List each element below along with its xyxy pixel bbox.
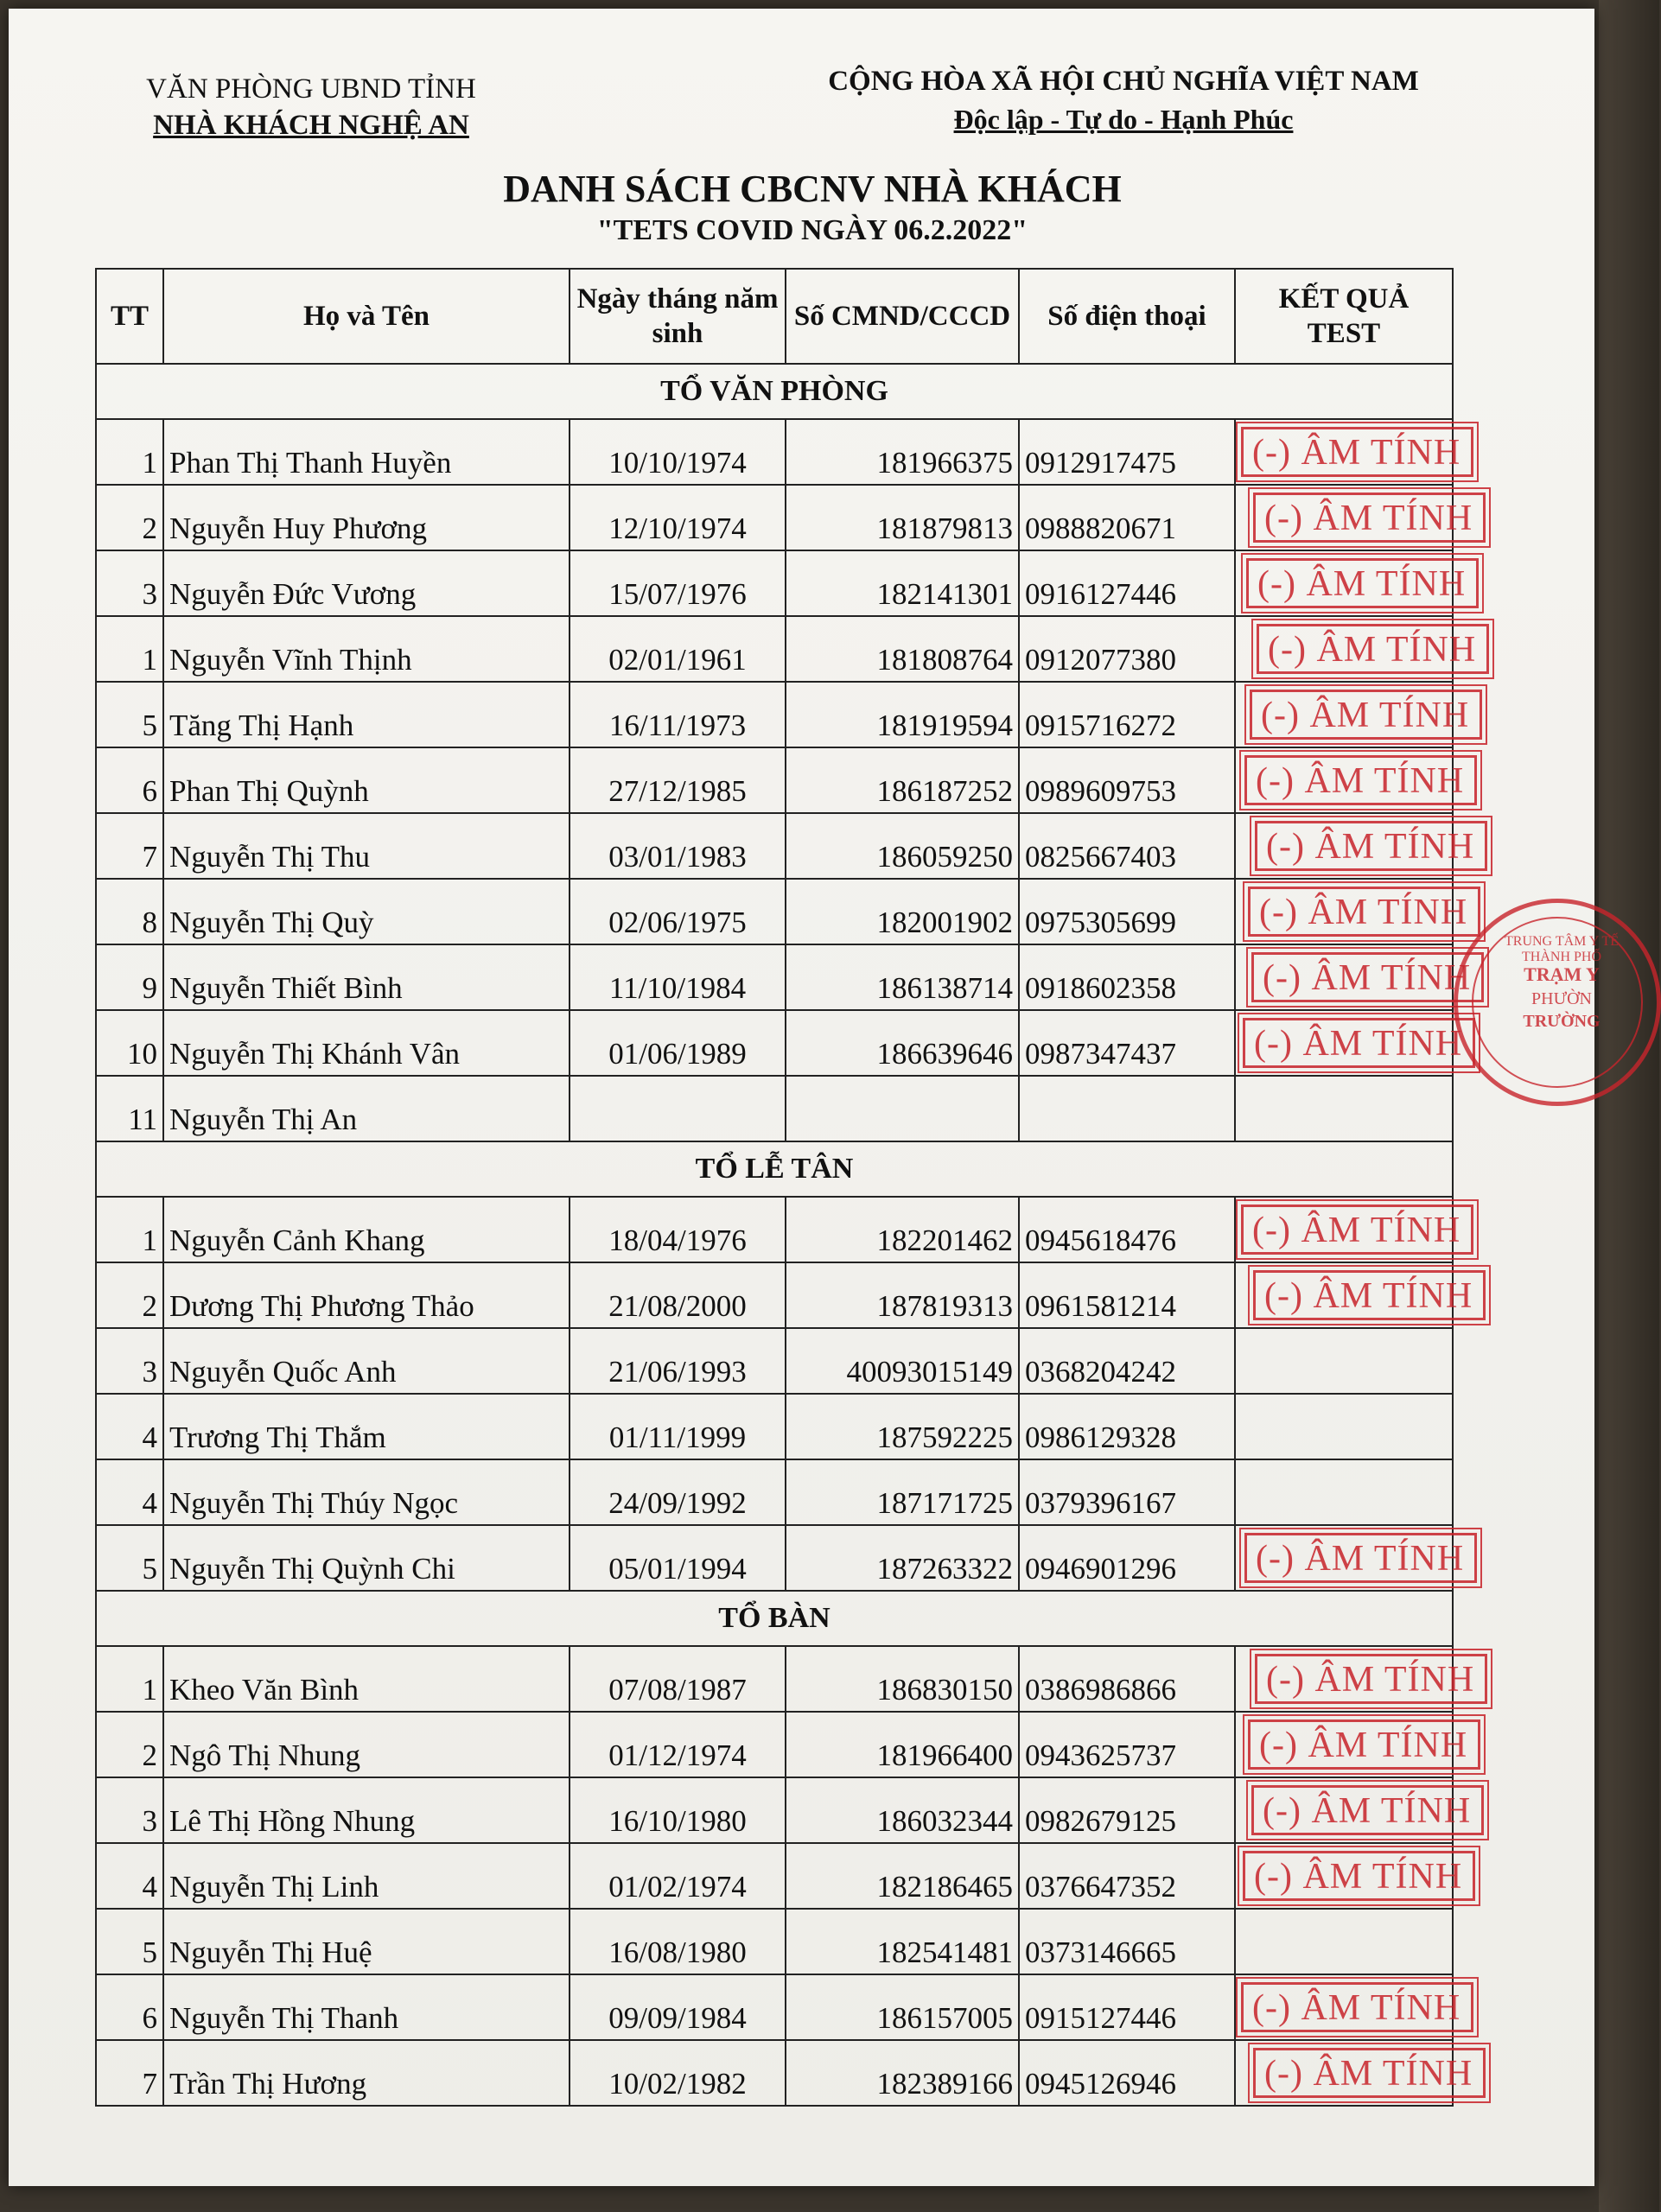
birth-date: 01/12/1974: [570, 1712, 786, 1777]
stamp-area: [1241, 1713, 1468, 1773]
stamp-area: [1241, 420, 1461, 480]
id-number: 182186465: [786, 1843, 1019, 1909]
phone-number: 0986129328: [1019, 1394, 1235, 1459]
col-header-phone: Số điện thoại: [1019, 269, 1235, 364]
section-row: [96, 1591, 1453, 1646]
full-name: Nguyễn Thị Quỳ: [163, 879, 570, 944]
phone-number: 0943625737: [1019, 1712, 1235, 1777]
table-row: [96, 1843, 1453, 1909]
birth-date: 01/11/1999: [570, 1394, 786, 1459]
negative-result-stamp: (-) ÂM TÍNH: [1244, 1533, 1477, 1583]
negative-result-stamp: (-) ÂM TÍNH: [1241, 1205, 1473, 1255]
birth-date: 03/01/1983: [570, 813, 786, 879]
table-row: [96, 1328, 1453, 1394]
full-name: Nguyễn Thị Linh: [163, 1843, 570, 1909]
full-name: Nguyễn Huy Phương: [163, 485, 570, 550]
test-result-cell: [1235, 1328, 1453, 1394]
row-number: 4: [96, 1394, 163, 1459]
birth-date: 02/06/1975: [570, 879, 786, 944]
full-name: Lê Thị Hồng Nhung: [163, 1777, 570, 1843]
id-number: 181966400: [786, 1712, 1019, 1777]
id-number: 182201462: [786, 1197, 1019, 1262]
full-name: Nguyễn Vĩnh Thịnh: [163, 616, 570, 682]
table-row: [96, 2040, 1453, 2106]
row-number: 7: [96, 2040, 163, 2106]
birth-date: 10/02/1982: [570, 2040, 786, 2106]
row-number: 1: [96, 616, 163, 682]
id-number: 186157005: [786, 1974, 1019, 2040]
row-number: 10: [96, 1010, 163, 1076]
test-result-cell: [1235, 1777, 1472, 1843]
birth-date: 01/06/1989: [570, 1010, 786, 1076]
seal-text-1: TRẠM Y: [1524, 963, 1600, 985]
stamp-area: [1241, 1526, 1465, 1586]
test-result-cell: [1235, 1843, 1463, 1909]
table-row: [96, 1394, 1453, 1459]
full-name: Tăng Thị Hạnh: [163, 682, 570, 747]
test-result-cell: [1235, 1525, 1465, 1591]
stamp-area: [1241, 1011, 1463, 1071]
test-result-cell: [1235, 1010, 1463, 1076]
id-number: 182141301: [786, 550, 1019, 616]
row-number: 8: [96, 879, 163, 944]
negative-result-stamp: (-) ÂM TÍNH: [1250, 690, 1482, 740]
test-result-cell: [1235, 485, 1473, 550]
row-number: 5: [96, 1909, 163, 1974]
phone-number: 0368204242: [1019, 1328, 1235, 1394]
full-name: Trương Thị Thắm: [163, 1394, 570, 1459]
test-result-cell: [1235, 1197, 1461, 1262]
stamp-area: [1241, 748, 1465, 809]
stamp-area: [1241, 617, 1477, 677]
row-number: 5: [96, 1525, 163, 1591]
stamp-area: [1241, 1975, 1461, 2036]
row-number: 11: [96, 1076, 163, 1141]
row-number: 5: [96, 682, 163, 747]
id-number: 181879813: [786, 485, 1019, 550]
row-number: 2: [96, 485, 163, 550]
row-number: 3: [96, 1328, 163, 1394]
birth-date: [570, 1076, 786, 1141]
table-row: [96, 1712, 1453, 1777]
row-number: 4: [96, 1843, 163, 1909]
id-number: 186187252: [786, 747, 1019, 813]
negative-result-stamp: (-) ÂM TÍNH: [1248, 887, 1480, 937]
row-number: 6: [96, 747, 163, 813]
negative-result-stamp: (-) ÂM TÍNH: [1244, 755, 1477, 805]
row-number: 7: [96, 813, 163, 879]
full-name: Dương Thị Phương Thảo: [163, 1262, 570, 1328]
birth-date: 16/10/1980: [570, 1777, 786, 1843]
stamp-area: [1241, 551, 1467, 612]
row-number: 4: [96, 1459, 163, 1525]
seal-arc-text: TRUNG TÂM Y TẾ THÀNH PHỐ: [1505, 934, 1619, 964]
phone-number: 0989609753: [1019, 747, 1235, 813]
table-row: [96, 1646, 1453, 1712]
full-name: Phan Thị Thanh Huyền: [163, 419, 570, 485]
stamp-area: [1241, 1263, 1473, 1324]
id-number: 181808764: [786, 616, 1019, 682]
test-result-cell: [1235, 879, 1468, 944]
birth-date: 09/09/1984: [570, 1974, 786, 2040]
table-row: [96, 1974, 1453, 2040]
test-result-cell: [1235, 1394, 1453, 1459]
row-number: 9: [96, 944, 163, 1010]
table-row: [96, 1459, 1453, 1525]
stamp-area: [1241, 945, 1472, 1006]
table-body: [96, 364, 1477, 2106]
full-name: Nguyễn Thị Huệ: [163, 1909, 570, 1974]
full-name: Nguyễn Thị Thúy Ngọc: [163, 1459, 570, 1525]
issuer-line-2: NHÀ KHÁCH NGHỆ AN: [153, 110, 469, 141]
col-header-result: KẾT QUẢ TEST: [1235, 269, 1453, 364]
phone-number: 0386986866: [1019, 1646, 1235, 1712]
test-result-cell: [1235, 1459, 1453, 1525]
test-result-cell: [1235, 1909, 1453, 1974]
stamp-area: [1241, 814, 1475, 874]
row-number: 1: [96, 1646, 163, 1712]
negative-result-stamp: (-) ÂM TÍNH: [1257, 624, 1489, 674]
table-row: [96, 1777, 1453, 1843]
stamp-area: [1241, 486, 1473, 546]
test-result-cell: [1235, 944, 1472, 1010]
id-number: 187819313: [786, 1262, 1019, 1328]
negative-result-stamp: (-) ÂM TÍNH: [1241, 427, 1473, 477]
phone-number: [1019, 1076, 1235, 1141]
row-number: 3: [96, 550, 163, 616]
row-number: 2: [96, 1712, 163, 1777]
full-name: Nguyễn Thị An: [163, 1076, 570, 1141]
section-title: TỔ VĂN PHÒNG: [96, 364, 1453, 419]
phone-number: 0915127446: [1019, 1974, 1235, 2040]
phone-number: 0916127446: [1019, 550, 1235, 616]
section-title: TỔ BÀN: [96, 1591, 1453, 1646]
stamp-area: [1241, 1844, 1463, 1904]
birth-date: 12/10/1974: [570, 485, 786, 550]
negative-result-stamp: (-) ÂM TÍNH: [1253, 493, 1486, 543]
birth-date: 16/11/1973: [570, 682, 786, 747]
table-row: [96, 682, 1453, 747]
negative-result-stamp: (-) ÂM TÍNH: [1246, 558, 1479, 608]
table-row: [96, 616, 1453, 682]
negative-result-stamp: (-) ÂM TÍNH: [1253, 2048, 1486, 2098]
seal-text-2: PHƯỜN: [1531, 989, 1592, 1008]
table-header-row: [96, 269, 1453, 364]
section-title: TỔ LỄ TÂN: [96, 1141, 1453, 1197]
test-result-cell: [1235, 2040, 1473, 2106]
full-name: Nguyễn Thiết Bình: [163, 944, 570, 1010]
table-row: [96, 550, 1453, 616]
id-number: 186830150: [786, 1646, 1019, 1712]
birth-date: 07/08/1987: [570, 1646, 786, 1712]
row-number: 2: [96, 1262, 163, 1328]
seal-text-3: TRƯỜNG: [1523, 1012, 1601, 1031]
id-number: 182001902: [786, 879, 1019, 944]
motto-line-1: CỘNG HÒA XÃ HỘI CHỦ NGHĨA VIỆT NAM: [828, 66, 1419, 97]
title-line-1: DANH SÁCH CBCNV NHÀ KHÁCH: [503, 168, 1122, 210]
full-name: Nguyễn Quốc Anh: [163, 1328, 570, 1394]
birth-date: 24/09/1992: [570, 1459, 786, 1525]
section-row: [96, 364, 1453, 419]
birth-date: 10/10/1974: [570, 419, 786, 485]
full-name: Nguyễn Thị Thu: [163, 813, 570, 879]
test-result-cell: [1235, 550, 1467, 616]
full-name: Trần Thị Hương: [163, 2040, 570, 2106]
negative-result-stamp: (-) ÂM TÍNH: [1243, 1851, 1475, 1901]
id-number: [786, 1076, 1019, 1141]
full-name: Nguyễn Đức Vương: [163, 550, 570, 616]
test-result-cell: [1235, 1076, 1453, 1141]
full-name: Ngô Thị Nhung: [163, 1712, 570, 1777]
col-header-id: Số CMND/CCCD: [786, 269, 1019, 364]
table-row: [96, 1010, 1453, 1076]
negative-result-stamp: (-) ÂM TÍNH: [1241, 1982, 1473, 2032]
id-number: 187171725: [786, 1459, 1019, 1525]
stamp-area: [1241, 1460, 1447, 1521]
table-row: [96, 944, 1453, 1010]
birth-date: 16/08/1980: [570, 1909, 786, 1974]
table-row: [96, 1197, 1453, 1262]
full-name: Nguyễn Thị Quỳnh Chi: [163, 1525, 570, 1591]
phone-number: 0915716272: [1019, 682, 1235, 747]
full-name: Nguyễn Cảnh Khang: [163, 1197, 570, 1262]
phone-number: 0912077380: [1019, 616, 1235, 682]
document-title: [354, 166, 1270, 249]
birth-date: 21/08/2000: [570, 1262, 786, 1328]
phone-number: 0945126946: [1019, 2040, 1235, 2106]
id-number: 186032344: [786, 1777, 1019, 1843]
negative-result-stamp: (-) ÂM TÍNH: [1253, 1270, 1486, 1320]
test-result-cell: [1235, 419, 1461, 485]
desk-background: [1599, 0, 1659, 2212]
negative-result-stamp: (-) ÂM TÍNH: [1251, 1785, 1484, 1835]
birth-date: 21/06/1993: [570, 1328, 786, 1394]
negative-result-stamp: (-) ÂM TÍNH: [1255, 821, 1487, 871]
phone-number: 0945618476: [1019, 1197, 1235, 1262]
id-number: 40093015149: [786, 1328, 1019, 1394]
id-number: 186059250: [786, 813, 1019, 879]
col-header-tt: TT: [96, 269, 163, 364]
full-name: Nguyễn Thị Khánh Vân: [163, 1010, 570, 1076]
test-result-cell: [1235, 616, 1477, 682]
stamp-area: [1241, 1778, 1472, 1839]
id-number: 182541481: [786, 1909, 1019, 1974]
row-number: 6: [96, 1974, 163, 2040]
stamp-area: [1241, 1647, 1475, 1707]
official-seal: [1454, 899, 1661, 1106]
col-header-name: Họ và Tên: [163, 269, 570, 364]
issuer-line-1: VĂN PHÒNG UBND TỈNH: [146, 73, 476, 105]
table-row: [96, 419, 1453, 485]
id-number: 186138714: [786, 944, 1019, 1010]
test-result-cell: [1235, 1712, 1468, 1777]
phone-number: 0988820671: [1019, 485, 1235, 550]
full-name: Phan Thị Quỳnh: [163, 747, 570, 813]
section-row: [96, 1141, 1453, 1197]
row-number: 3: [96, 1777, 163, 1843]
test-result-cell: [1235, 813, 1475, 879]
stamp-area: [1241, 880, 1468, 940]
test-result-cell: [1235, 1262, 1473, 1328]
staff-table: [95, 268, 1477, 2107]
birth-date: 02/01/1961: [570, 616, 786, 682]
phone-number: 0961581214: [1019, 1262, 1235, 1328]
test-result-cell: [1235, 1646, 1475, 1712]
document-paper: [9, 9, 1619, 2186]
test-result-cell: [1235, 682, 1470, 747]
phone-number: 0379396167: [1019, 1459, 1235, 1525]
phone-number: 0825667403: [1019, 813, 1235, 879]
birth-date: 15/07/1976: [570, 550, 786, 616]
stamp-area: [1241, 1077, 1447, 1137]
stamp-area: [1241, 1329, 1447, 1389]
stamp-area: [1241, 683, 1470, 743]
negative-result-stamp: (-) ÂM TÍNH: [1255, 1654, 1487, 1704]
table-row: [96, 1076, 1453, 1141]
id-number: 186639646: [786, 1010, 1019, 1076]
phone-number: 0946901296: [1019, 1525, 1235, 1591]
document-page: [9, 9, 1619, 2186]
test-result-cell: [1235, 747, 1465, 813]
phone-number: 0982679125: [1019, 1777, 1235, 1843]
negative-result-stamp: (-) ÂM TÍNH: [1248, 1719, 1480, 1770]
id-number: 187263322: [786, 1525, 1019, 1591]
phone-number: 0987347437: [1019, 1010, 1235, 1076]
phone-number: 0912917475: [1019, 419, 1235, 485]
table-row: [96, 1525, 1453, 1591]
motto-line-2: Độc lập - Tự do - Hạnh Phúc: [953, 104, 1294, 135]
birth-date: 27/12/1985: [570, 747, 786, 813]
title-line-2: "TETS COVID NGÀY 06.2.2022": [596, 214, 1028, 246]
birth-date: 18/04/1976: [570, 1197, 786, 1262]
full-name: Kheo Văn Bình: [163, 1646, 570, 1712]
table-row: [96, 1262, 1453, 1328]
id-number: 182389166: [786, 2040, 1019, 2106]
id-number: 181919594: [786, 682, 1019, 747]
row-number: 1: [96, 419, 163, 485]
row-number: 1: [96, 1197, 163, 1262]
stamp-area: [1241, 1910, 1447, 1970]
table-row: [96, 485, 1453, 550]
col-header-dob: Ngày tháng năm sinh: [570, 269, 786, 364]
test-result-cell: [1235, 1974, 1461, 2040]
birth-date: 01/02/1974: [570, 1843, 786, 1909]
table-row: [96, 747, 1453, 813]
table-row: [96, 1909, 1453, 1974]
table-row: [96, 813, 1453, 879]
full-name: Nguyễn Thị Thanh: [163, 1974, 570, 2040]
negative-result-stamp: (-) ÂM TÍNH: [1243, 1018, 1475, 1068]
stamp-area: [1241, 1395, 1447, 1455]
negative-result-stamp: (-) ÂM TÍNH: [1251, 952, 1484, 1002]
id-number: 187592225: [786, 1394, 1019, 1459]
phone-number: 0918602358: [1019, 944, 1235, 1010]
issuer-header: [112, 71, 510, 143]
stamp-area: [1241, 1198, 1461, 1258]
birth-date: 05/01/1994: [570, 1525, 786, 1591]
id-number: 181966375: [786, 419, 1019, 485]
stamp-area: [1241, 2041, 1473, 2101]
table-row: [96, 879, 1453, 944]
national-motto: [752, 62, 1495, 138]
phone-number: 0373146665: [1019, 1909, 1235, 1974]
phone-number: 0376647352: [1019, 1843, 1235, 1909]
phone-number: 0975305699: [1019, 879, 1235, 944]
birth-date: 11/10/1984: [570, 944, 786, 1010]
